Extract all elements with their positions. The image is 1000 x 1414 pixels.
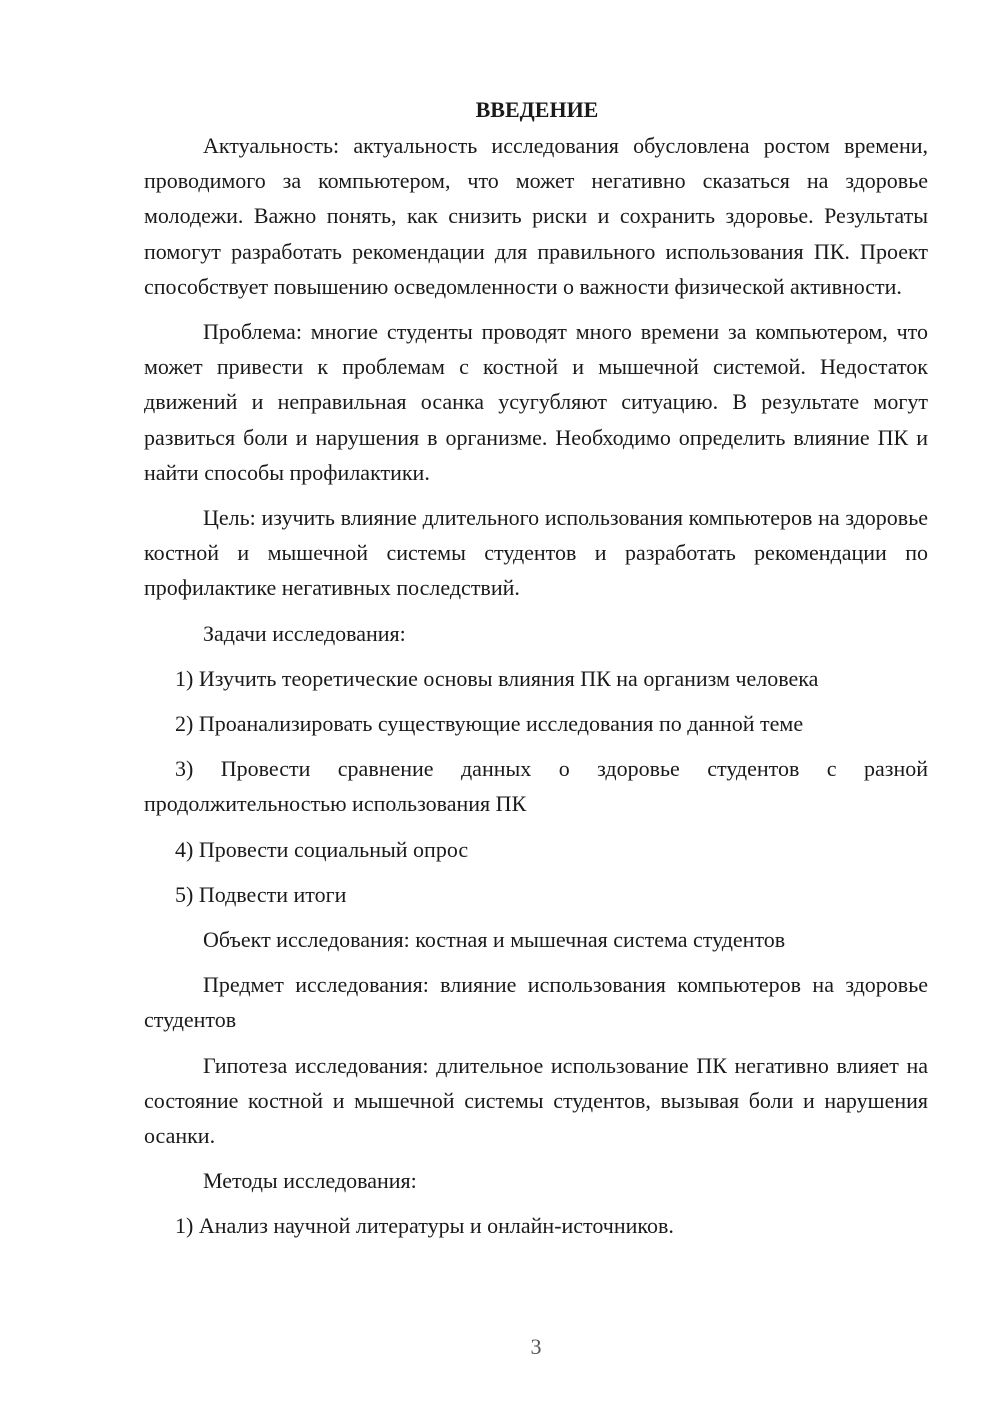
method-item-1: 1) Анализ научной литературы и онлайн-источников. xyxy=(175,1213,674,1239)
task-item-3: 3) Провести сравнение данных о здоровье студентов с разной продолжительностью использования ПК xyxy=(144,756,928,817)
subject-paragraph: Предмет исследования: влияние использования компьютеров на здоровье студентов xyxy=(144,972,928,1033)
page-title: ВВЕДЕНИЕ xyxy=(475,97,599,122)
object-paragraph: Объект исследования: костная и мышечная система студентов xyxy=(203,927,786,953)
hypothesis-paragraph: Гипотеза исследования: длительное использование ПК негативно влияет на состояние костной и мышечной системы студентов, вызывая боли и нарушения осанки. xyxy=(144,1052,928,1149)
problem-paragraph: Проблема: многие студенты проводят много времени за компьютером, что может привести к проблемам с костной и мышечной системой. Недостаток движений и неправильная осанка усугубляют ситуацию. В результате могут развиться боли и нарушения в организме. Необходимо определить влияние ПК и найти способы профилактики. xyxy=(144,319,928,485)
page-content xyxy=(144,92,928,1254)
relevance-paragraph: Актуальность: актуальность исследования обусловлена ростом времени, проводимого за компьютером, что может негативно сказаться на здоровье молодежи. Важно понять, как снизить риски и сохранить здоровье. Результаты помогут разработать рекомендации для правильного использования ПК. Проект способствует повышению осведомленности о важности физической активности. xyxy=(144,133,928,299)
task-item-2: 2) Проанализировать существующие исследования по данной теме xyxy=(175,711,804,737)
task-item-5: 5) Подвести итоги xyxy=(175,881,347,907)
task-item-1: 1) Изучить теоретические основы влияния ПК на организм человека xyxy=(175,665,819,691)
goal-paragraph: Цель: изучить влияние длительного использования компьютеров на здоровье костной и мышечной системы студентов и разработать рекомендации по профилактике негативных последствий. xyxy=(144,505,928,601)
task-item-4: 4) Провести социальный опрос xyxy=(175,836,469,862)
methods-heading: Методы исследования: xyxy=(203,1168,417,1194)
tasks-heading: Задачи исследования: xyxy=(203,620,406,646)
page-number: 3 xyxy=(530,1334,542,1359)
